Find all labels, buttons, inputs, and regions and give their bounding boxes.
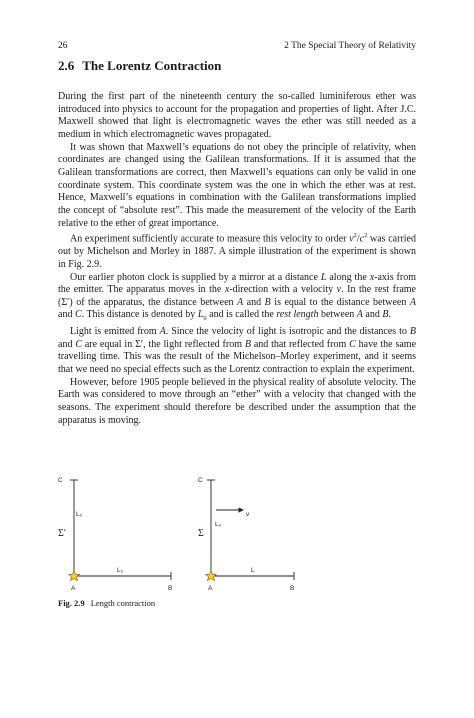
velocity-label: v (246, 511, 250, 518)
running-head (58, 40, 416, 52)
caption-text: Length contraction (90, 598, 156, 608)
body-text (58, 91, 416, 427)
paragraph-4: Our earlier photon clock is supplied by a mirror at a distance L along the x-axis from the emitter. The apparatus moves in the x-direction with a velocity v. In the rest frame (Σ′) of the apparatus, the distance between A and B is equal to the distance between A and C. This distance is denoted by $L_0$ and is called the rest length between A and B. (58, 271, 416, 323)
left-emitter-star-icon (69, 571, 80, 581)
page-number: 26 (58, 41, 68, 51)
section-heading (58, 58, 416, 74)
right-label-a: A (208, 585, 213, 592)
right-label-c: C (198, 477, 203, 484)
caption-label: Fig. 2.9 (58, 598, 85, 608)
right-emitter-star-icon (206, 571, 217, 581)
paragraph-6: However, before 1905 people believed in the physical reality of absolute velocity. The Earth was considered to move through an “ether” with a velocity that changed with the seasons. The experiment should therefore be described under the assumption that the apparatus is moving. (58, 376, 416, 426)
right-panel (198, 477, 294, 592)
left-label-c: C (58, 477, 63, 484)
section-title: The Lorentz Contraction (82, 58, 222, 73)
right-vertical-length: L₀ (215, 521, 222, 528)
paragraph-5: Light is emitted from A. Since the velocity of light is isotropic and the distances to B and C are equal in Σ′, the light reflected from B and that reflected from C have the same travelling time. This was the result of the Michelson–Morley experiment, and it seems that we need no special effects such as the Lorentz contraction to explain the experiment. (58, 326, 417, 376)
left-label-b: B (168, 585, 173, 592)
left-vertical-length: L₀ (76, 511, 83, 518)
left-frame-label: Σ′ (58, 528, 67, 539)
figure-caption (58, 598, 416, 609)
paragraph-1: During the first part of the nineteenth century the so-called luminiferous ether was introduced into physics to account for the propagation and properties of light. After J.C. Maxwell showed that light is electromagnetic waves the ether was still needed as a medium in which electromagnetic waves propagated. (58, 91, 416, 140)
chapter-title: 2 The Special Theory of Relativity (284, 41, 416, 51)
paragraph-2: It was shown that Maxwell’s equations do not obey the principle of relativity, when coordinates are changed using the Galilean transformations. If it is assumed that the Galilean transformations are correct, then Maxwell’s equations can only be valid in one coordinate system. This coordinate system was the one in which the ether was at rest. Hence, Maxwell’s equations in combination with the Galilean transformations implied the concept of “absolute rest”. This made the measurement of the velocity of the Earth relative to the ether of great importance. (58, 141, 416, 229)
section-number: 2.6 (58, 58, 75, 73)
left-panel (58, 477, 172, 592)
right-label-b: B (290, 585, 295, 592)
paragraph-3: An experiment sufficiently accurate to measure this velocity to order $v^2/c^2$ was carried out by Michelson and Morley in 1887. A simple illustration of the experiment is shown in Fig. 2.9. (58, 232, 416, 270)
left-horizontal-length: L₀ (117, 567, 124, 574)
figure-2-9 (58, 466, 416, 602)
right-frame-label: Σ (198, 528, 204, 539)
left-label-a: A (71, 585, 76, 592)
length-contraction-diagram (58, 466, 416, 598)
right-horizontal-length: L (251, 567, 255, 574)
